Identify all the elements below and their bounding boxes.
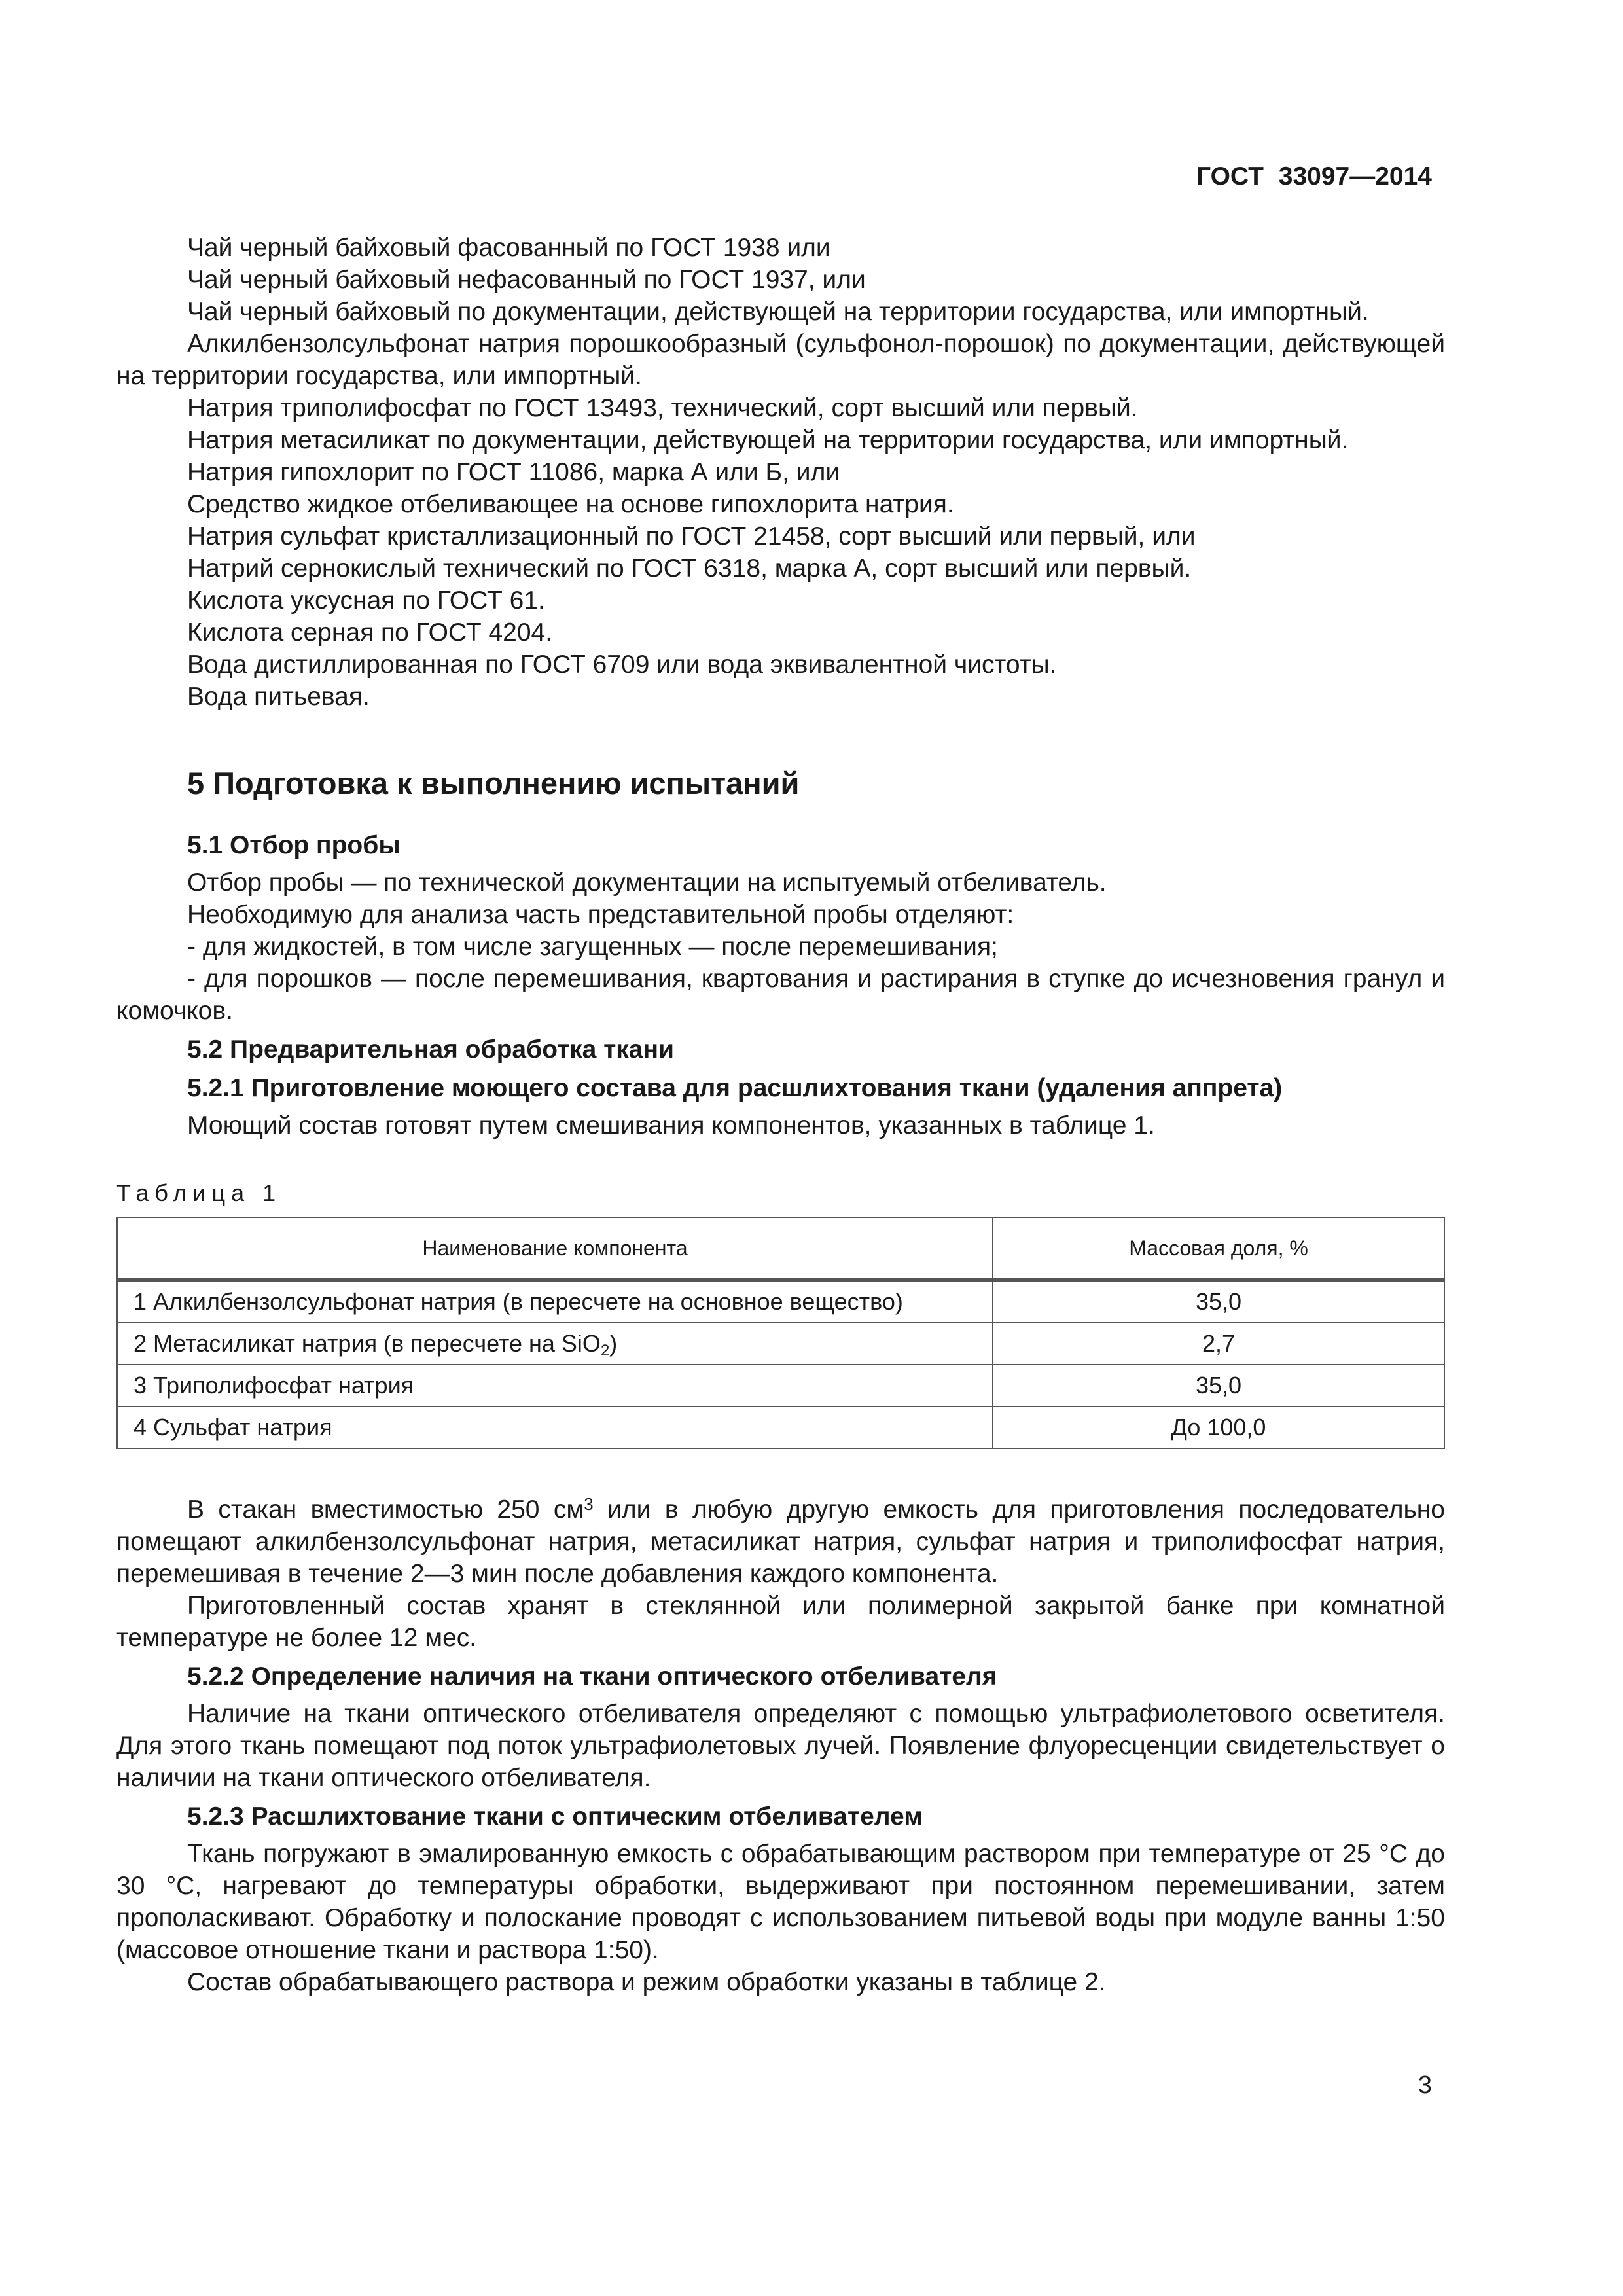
paragraph: Наличие на ткани оптического отбеливателя определяют с помощью ультрафиолетового осветителя. Для этого ткань помещают под поток ультрафиолетовых лучей. Появление флуоресценции свидетельствует о наличии на ткани оптического отбеливателя.	[116, 1700, 1445, 1792]
reagent-item: Кислота серная по ГОСТ 4204.	[187, 619, 553, 647]
reagent-item: Натрия гипохлорит по ГОСТ 11086, марка А или Б, или	[187, 458, 840, 486]
table-row	[117, 1365, 1444, 1407]
component-name: 2 Метасиликат натрия (в пересчете на SiO$_2$)	[117, 1323, 993, 1365]
section-5-2-heading: 5.2 Предварительная обработка ткани	[187, 1035, 675, 1064]
column-header-mass-fraction: Массовая доля, %	[993, 1217, 1444, 1280]
page-number: 3	[1418, 2072, 1432, 2099]
component-name: 4 Сульфат натрия	[117, 1407, 993, 1448]
reagent-item: Натрий сернокислый технический по ГОСТ 6318, марка А, сорт высший или первый.	[187, 554, 1192, 583]
list-item: - для порошков — после перемешивания, квартования и растирания в ступке до исчезновения гранул и комочков.	[116, 965, 1445, 1025]
reagent-item: Вода питьевая.	[187, 683, 370, 711]
paragraph: В стакан вместимостью 250 $см^3$ или в любую другую емкость для приготовления последовательно помещают алкилбензолсульфонат натрия, метасиликат натрия, сульфат натрия и триполифосфат натрия, перемешивая в течение 2—3 мин после добавления каждого компонента.	[116, 1494, 1445, 1588]
column-header-component: Наименование компонента	[117, 1217, 993, 1280]
reagent-item: Чай черный байховый по документации, действующей на территории государства, или импортный.	[187, 298, 1369, 326]
mass-fraction: До 100,0	[993, 1407, 1444, 1448]
document-header: ГОСТ 33097—2014	[1196, 162, 1432, 190]
reagent-item: Натрия метасиликат по документации, действующей на территории государства, или импортный.	[187, 426, 1349, 454]
reagent-item: Алкилбензолсульфонат натрия порошкообразный (сульфонол-порошок) по документации, действующей на территории государства, или импортный.	[116, 330, 1445, 390]
reagent-item: Чай черный байховый фасованный по ГОСТ 1938 или	[187, 234, 830, 262]
table-row	[117, 1280, 1444, 1323]
paragraph: Состав обрабатывающего раствора и режим обработки указаны в таблице 2.	[187, 1968, 1106, 1996]
reagent-item: Средство жидкое отбеливающее на основе гипохлорита натрия.	[187, 490, 954, 518]
mass-fraction: 2,7	[993, 1323, 1444, 1365]
mass-fraction: 35,0	[993, 1365, 1444, 1407]
section-5-2-2-heading: 5.2.2 Определение наличия на ткани оптического отбеливателя	[187, 1662, 997, 1691]
reagent-item: Чай черный байховый нефасованный по ГОСТ 1937, или	[187, 266, 866, 294]
components-table	[116, 1217, 1445, 1449]
section-5-1-heading: 5.1 Отбор пробы	[187, 831, 401, 859]
table-caption: Таблица 1	[116, 1179, 282, 1206]
reagent-item: Кислота уксусная по ГОСТ 61.	[187, 586, 545, 615]
paragraph: Необходимую для анализа часть представительной пробы отделяют:	[187, 901, 1014, 929]
section-5-2-3-heading: 5.2.3 Расшлихтование ткани с оптическим отбеливателем	[187, 1803, 923, 1831]
table-header-row	[117, 1217, 1444, 1280]
reagent-item: Натрия сульфат кристаллизационный по ГОСТ 21458, сорт высший или первый, или	[187, 522, 1196, 550]
table-row	[117, 1407, 1444, 1448]
paragraph: Приготовленный состав хранят в стеклянной или полимерной закрытой банке при комнатной температуре не более 12 мес.	[116, 1592, 1445, 1652]
paragraph: Моющий состав готовят путем смешивания компонентов, указанных в таблице 1.	[187, 1111, 1155, 1139]
reagent-item: Натрия триполифосфат по ГОСТ 13493, технический, сорт высший или первый.	[187, 394, 1138, 422]
table-row	[117, 1323, 1444, 1365]
page-content	[116, 232, 1445, 1998]
paragraph: Ткань погружают в эмалированную емкость с обрабатывающим раствором при температуре от 25 °С до 30 °С, нагревают до температуры обработки, выдерживают при постоянном перемешивании, затем прополаскивают. Обработку и полоскание проводят с использованием питьевой воды при модуле ванны 1:50 (массовое отношение ткани и раствора 1:50).	[116, 1840, 1445, 1964]
reagent-item: Вода дистиллированная по ГОСТ 6709 или вода эквивалентной чистоты.	[187, 651, 1057, 679]
section-5-2-1-heading: 5.2.1 Приготовление моющего состава для расшлихтования ткани (удаления аппрета)	[187, 1074, 1283, 1102]
component-name: 3 Триполифосфат натрия	[117, 1365, 993, 1407]
component-name: 1 Алкилбензолсульфонат натрия (в пересчете на основное вещество)	[117, 1280, 993, 1323]
list-item: - для жидкостей, в том числе загущенных — после перемешивания;	[187, 933, 998, 961]
section-5-heading: 5 Подготовка к выполнению испытаний	[187, 766, 800, 800]
mass-fraction: 35,0	[993, 1280, 1444, 1323]
paragraph: Отбор пробы — по технической документации на испытуемый отбеливатель.	[187, 869, 1107, 897]
